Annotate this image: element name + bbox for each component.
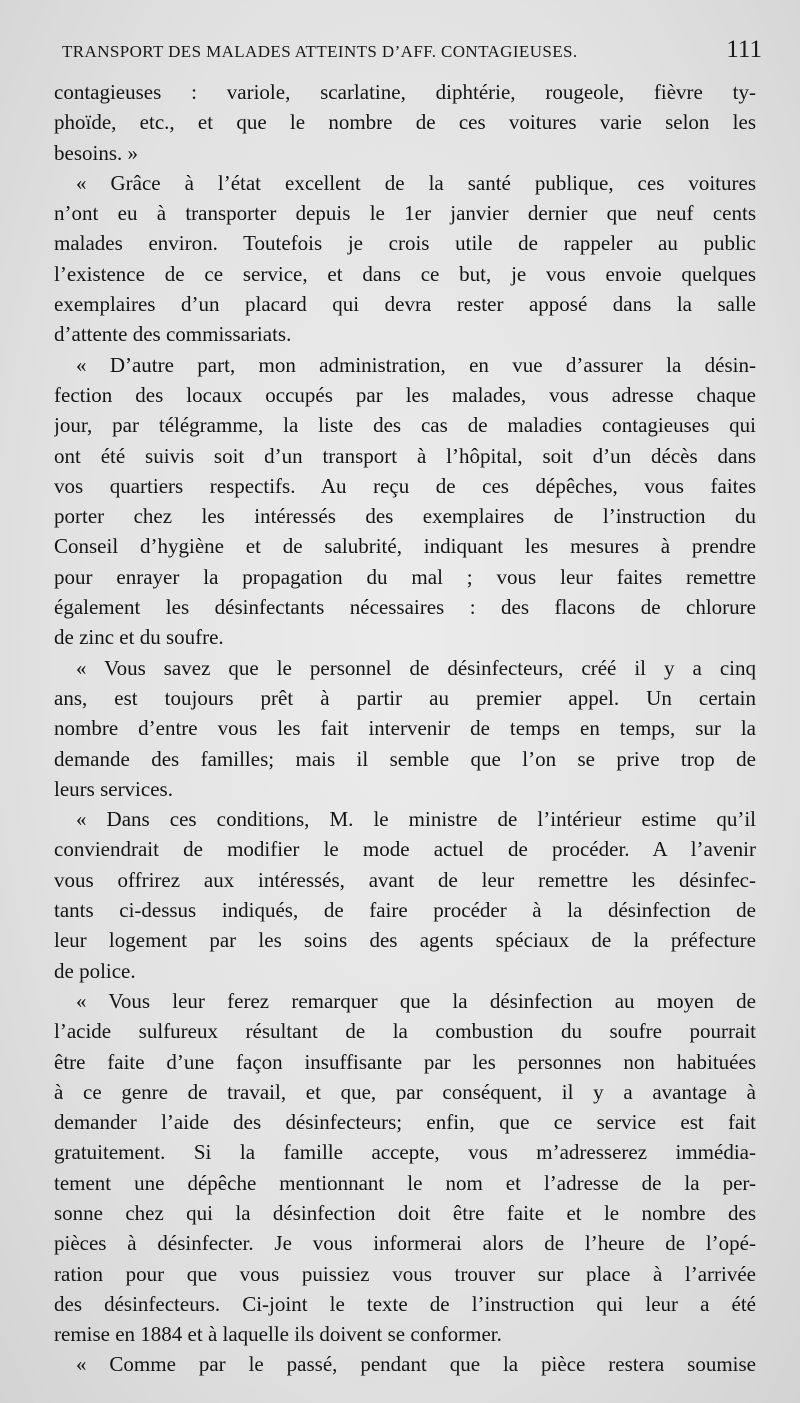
text-line: de zinc et du soufre.: [54, 625, 224, 650]
text-line: remise en 1884 et à laquelle ils doivent se conformer.: [54, 1322, 502, 1347]
text-line: ans, est toujours prêt à partir au premier appel. Un certain: [54, 685, 756, 710]
text-line: porter chez les intéressés des exemplaires de l’instruction du: [54, 504, 756, 529]
text-line: leur logement par les soins des agents spéciaux de la préfecture: [54, 928, 756, 953]
text-line: sonne chez qui la désinfection doit être faite et le nombre des: [54, 1200, 756, 1225]
text-line: besoins. »: [54, 140, 138, 165]
text-line: tants ci-dessus indiqués, de faire procéder à la désinfection de: [54, 898, 756, 923]
text-line: Conseil d’hygiène et de salubrité, indiquant les mesures à prendre: [54, 534, 756, 559]
page-header: [62, 36, 762, 70]
text-line: nombre d’entre vous les fait intervenir de temps en temps, sur la: [54, 716, 756, 741]
text-line: l’existence de ce service, et dans ce but, je vous envoie quelques: [54, 261, 756, 286]
text-line: « Grâce à l’état excellent de la santé publique, ces voitures: [76, 170, 756, 195]
text-line: ration pour que vous puissiez vous trouver sur place à l’arrivée: [54, 1261, 756, 1286]
text-line: n’ont eu à transporter depuis le 1er janvier dernier que neuf cents: [54, 201, 756, 226]
text-line: demander l’aide des désinfecteurs; enfin, que ce service est fait: [54, 1110, 756, 1135]
text-line: ont été suivis soit d’un transport à l’hôpital, soit d’un décès dans: [54, 443, 756, 468]
text-line: « D’autre part, mon administration, en vue d’assurer la désin-: [76, 352, 756, 377]
text-line: vous offrirez aux intéressés, avant de leur remettre les désinfec-: [54, 867, 756, 892]
text-line: contagieuses : variole, scarlatine, diphtérie, rougeole, fièvre ty-: [54, 80, 756, 104]
running-title: TRANSPORT DES MALADES ATTEINTS D’AFF. CONTAGIEUSES.: [62, 42, 578, 61]
text-line: vos quartiers respectifs. Au reçu de ces dépêches, vous faites: [54, 473, 756, 498]
text-line: leurs services.: [54, 776, 173, 801]
text-line: exemplaires d’un placard qui devra rester apposé dans la salle: [54, 292, 756, 317]
text-line: phoïde, etc., et que le nombre de ces voitures varie selon les: [54, 110, 756, 135]
text-line: l’acide sulfureux résultant de la combustion du soufre pourrait: [54, 1019, 756, 1044]
body-text: [54, 77, 756, 1380]
text-line: des désinfecteurs. Ci-joint le texte de l’instruction qui leur a été: [54, 1291, 756, 1316]
text-line: de police.: [54, 958, 136, 983]
text-line: d’attente des commissariats.: [54, 322, 292, 347]
text-line: tement une dépêche mentionnant le nom et l’adresse de la per-: [54, 1170, 756, 1195]
text-line: pièces à désinfecter. Je vous informerai alors de l’heure de l’opé-: [54, 1231, 756, 1256]
text-line: également les désinfectants nécessaires : des flacons de chlorure: [54, 595, 756, 620]
text-line: pour enrayer la propagation du mal ; vous leur faites remettre: [54, 564, 756, 589]
text-line: « Vous savez que le personnel de désinfecteurs, créé il y a cinq: [76, 655, 756, 680]
text-line: « Comme par le passé, pendant que la pièce restera soumise: [76, 1352, 756, 1377]
page-number: 111: [726, 36, 762, 63]
text-line: malades environ. Toutefois je crois utile de rappeler au public: [54, 231, 756, 256]
text-line: à ce genre de travail, et que, par conséquent, il y a avantage à: [54, 1079, 756, 1104]
text-line: demande des familles; mais il semble que l’on se prive trop de: [54, 746, 756, 771]
text-line: gratuitement. Si la famille accepte, vous m’adresserez immédia-: [54, 1140, 756, 1165]
text-line: « Dans ces conditions, M. le ministre de l’intérieur estime qu’il: [76, 807, 756, 832]
text-line: être faite d’une façon insuffisante par les personnes non habituées: [54, 1049, 756, 1074]
text-line: conviendrait de modifier le mode actuel de procéder. A l’avenir: [54, 837, 756, 862]
text-line: « Vous leur ferez remarquer que la désinfection au moyen de: [76, 988, 756, 1013]
text-line: jour, par télégramme, la liste des cas de maladies contagieuses qui: [54, 413, 756, 438]
text-line: fection des locaux occupés par les malades, vous adresse chaque: [54, 382, 756, 407]
